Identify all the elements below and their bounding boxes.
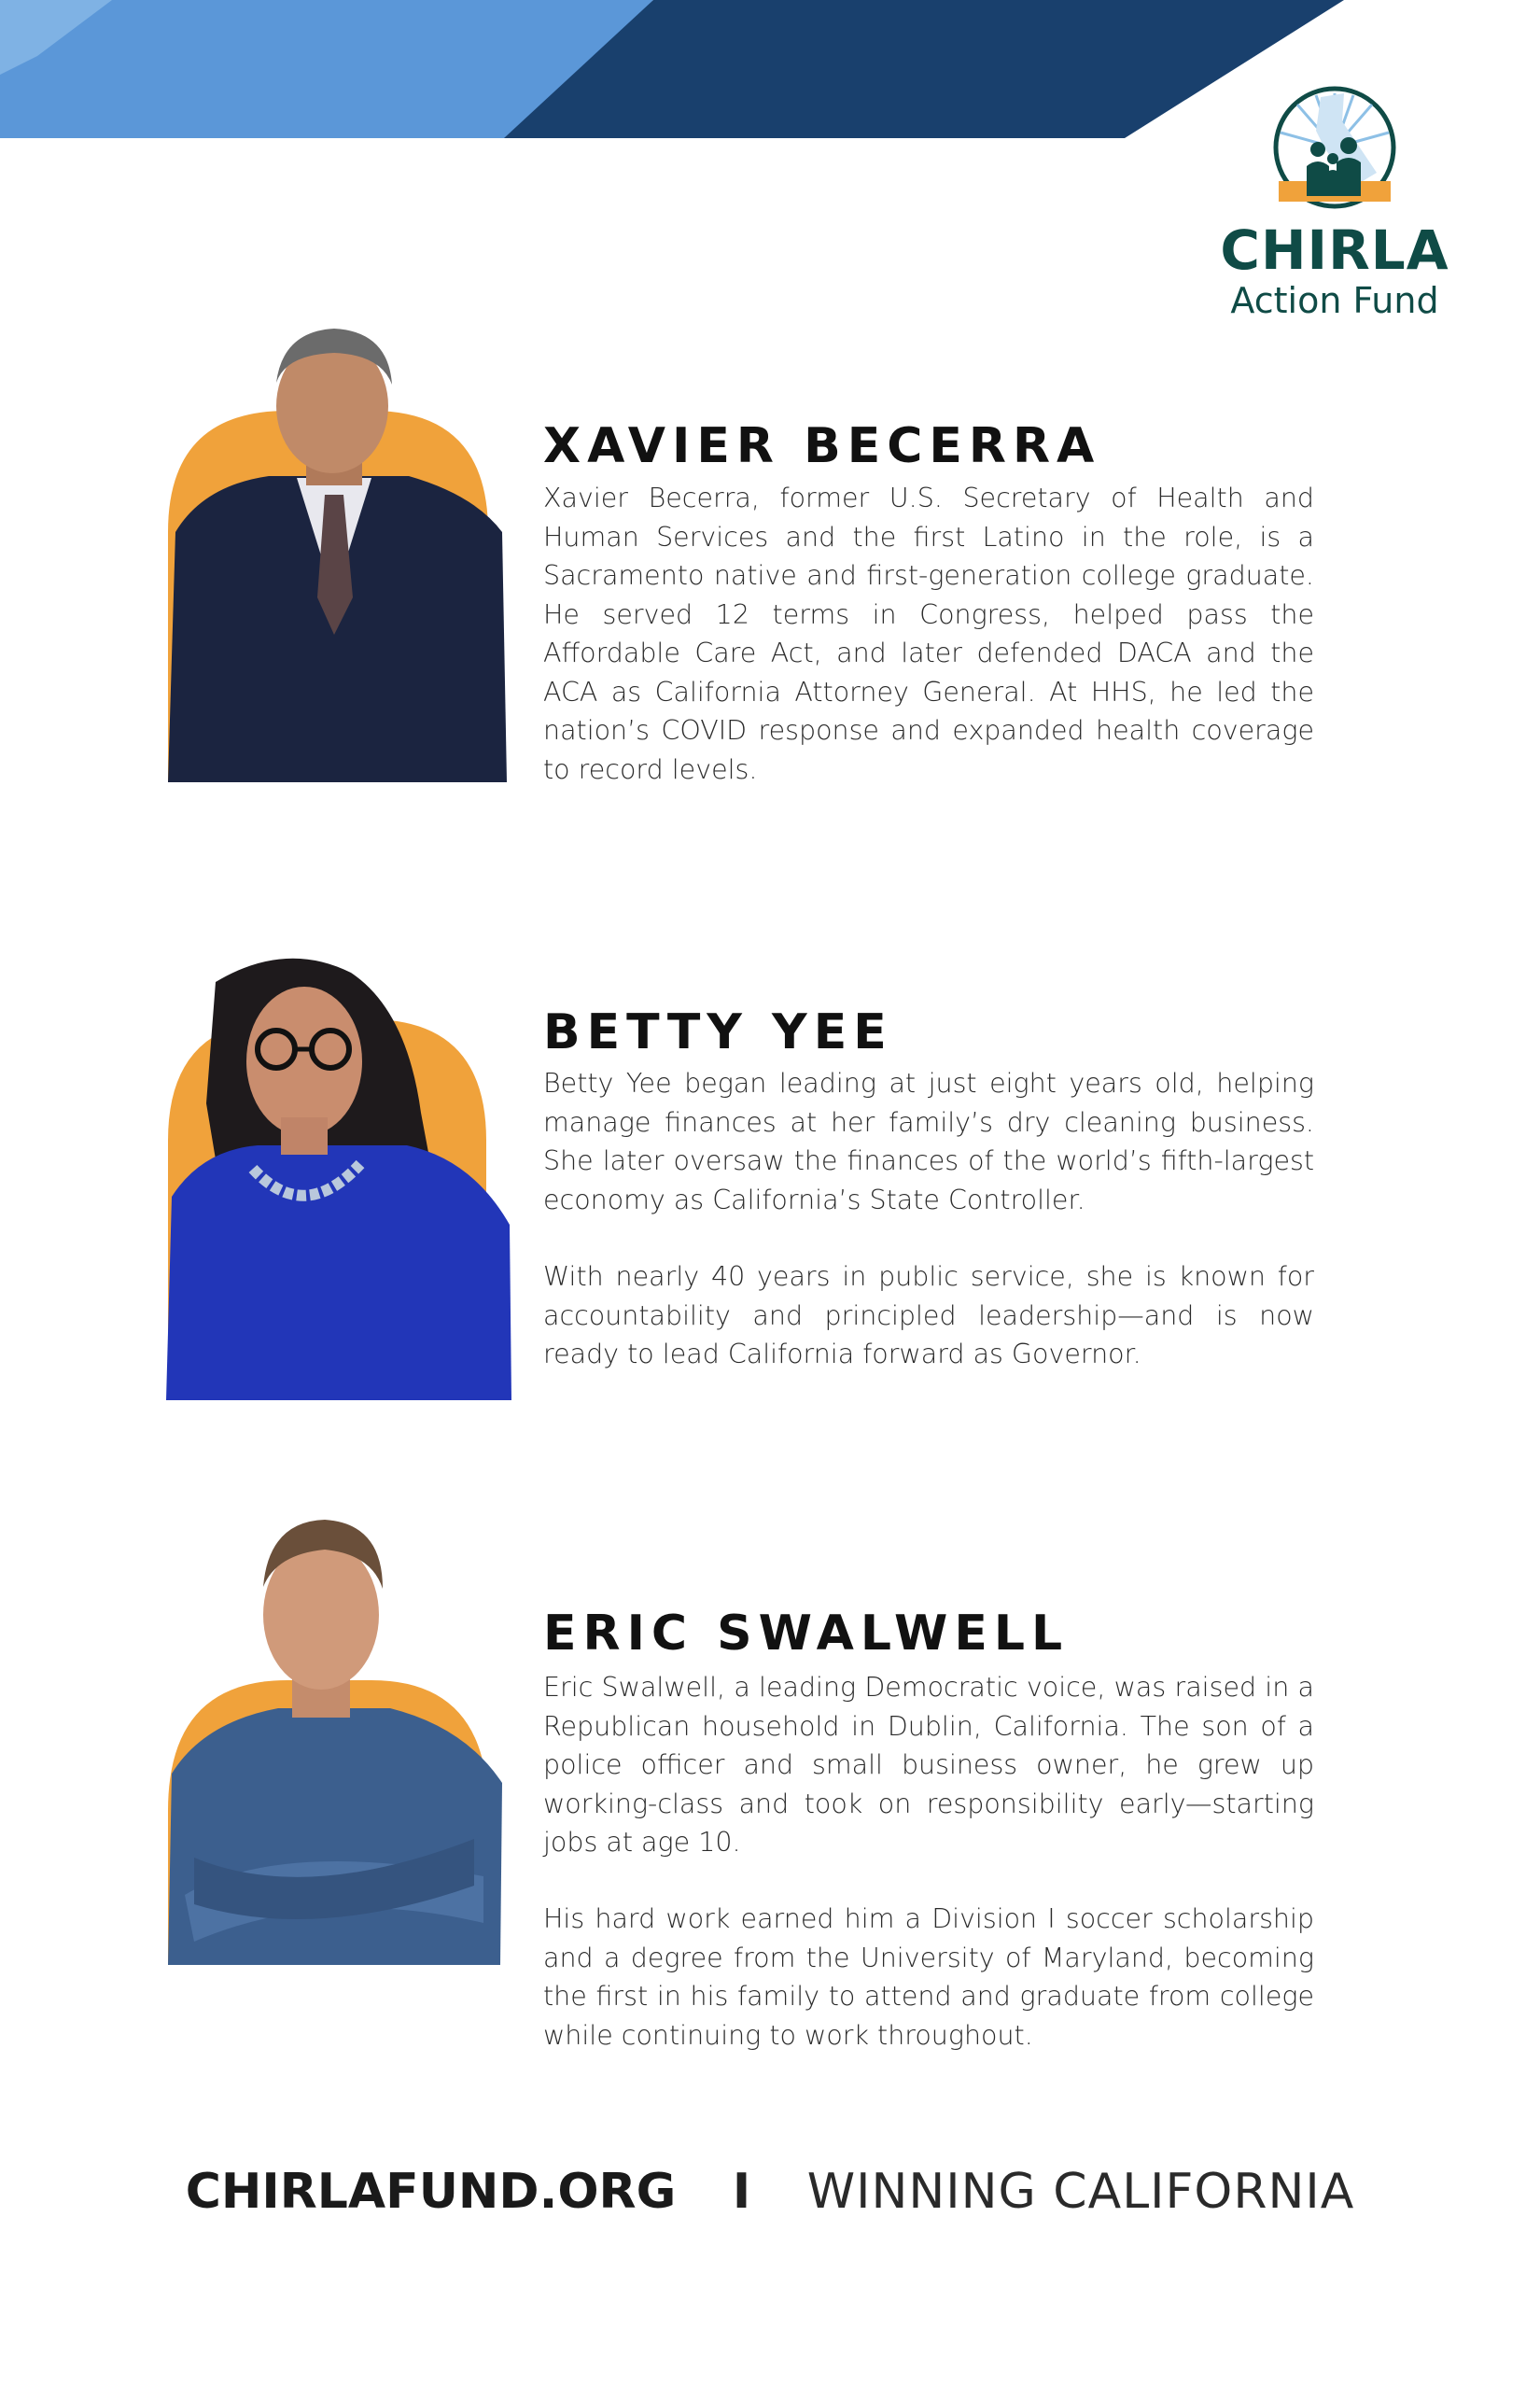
candidate-bio: Eric Swalwell, a leading Democratic voice, was raised in a Republican household in Dublin, California. The son of a police officer and small business owner, he grew up working-class and took on responsibility early—starting jobs at age 10. [543,1672,1314,1858]
candidate-name: BETTY YEE [543,1004,893,1060]
candidate-bio: Xavier Becerra, former U.S. Secretary of Health and Human Services and the first Latino in the role, is a Sacramento native and first-generation college graduate. He served 12 terms in Congress, helped pass the Affordable Care Act, and later defended DACA and the ACA as California Attorney General. At HHS, he led the nation’s COVID response and expanded health coverage to record levels. [543,483,1314,785]
candidate-bio: Betty Yee began leading at just eight years old, helping manage finances at her family’s dry cleaning business. She later oversaw the finances of the world’s fifth-largest economy as California’s State Controller. [543,1068,1314,1215]
footer-site-link[interactable]: CHIRLAFUND.ORG [185,2164,677,2220]
candidate-photo-becerra [166,317,521,784]
footer [0,2164,1540,2220]
candidate-bio: His hard work earned him a Division I soccer scholarship and a degree from the University of Maryland, becoming the first in his family to attend and graduate from college while continuing to work throughout. [543,1903,1314,2051]
footer-separator: I [732,2164,751,2220]
footer-tagline: WINNING CALIFORNIA [806,2164,1355,2220]
logo-subtitle: Action Fund [1230,280,1439,321]
candidate-name: XAVIER BECERRA [543,418,1101,474]
candidate-name: ERIC SWALWELL [543,1606,1070,1662]
candidate-photo-swalwell [166,1503,521,1970]
candidate-photo-yee [164,945,519,1411]
logo-title: CHIRLA [1220,218,1449,282]
candidate-bio: With nearly 40 years in public service, she is known for accountability and principled leadership—and is now ready to lead California forward as Governor. [543,1261,1314,1369]
